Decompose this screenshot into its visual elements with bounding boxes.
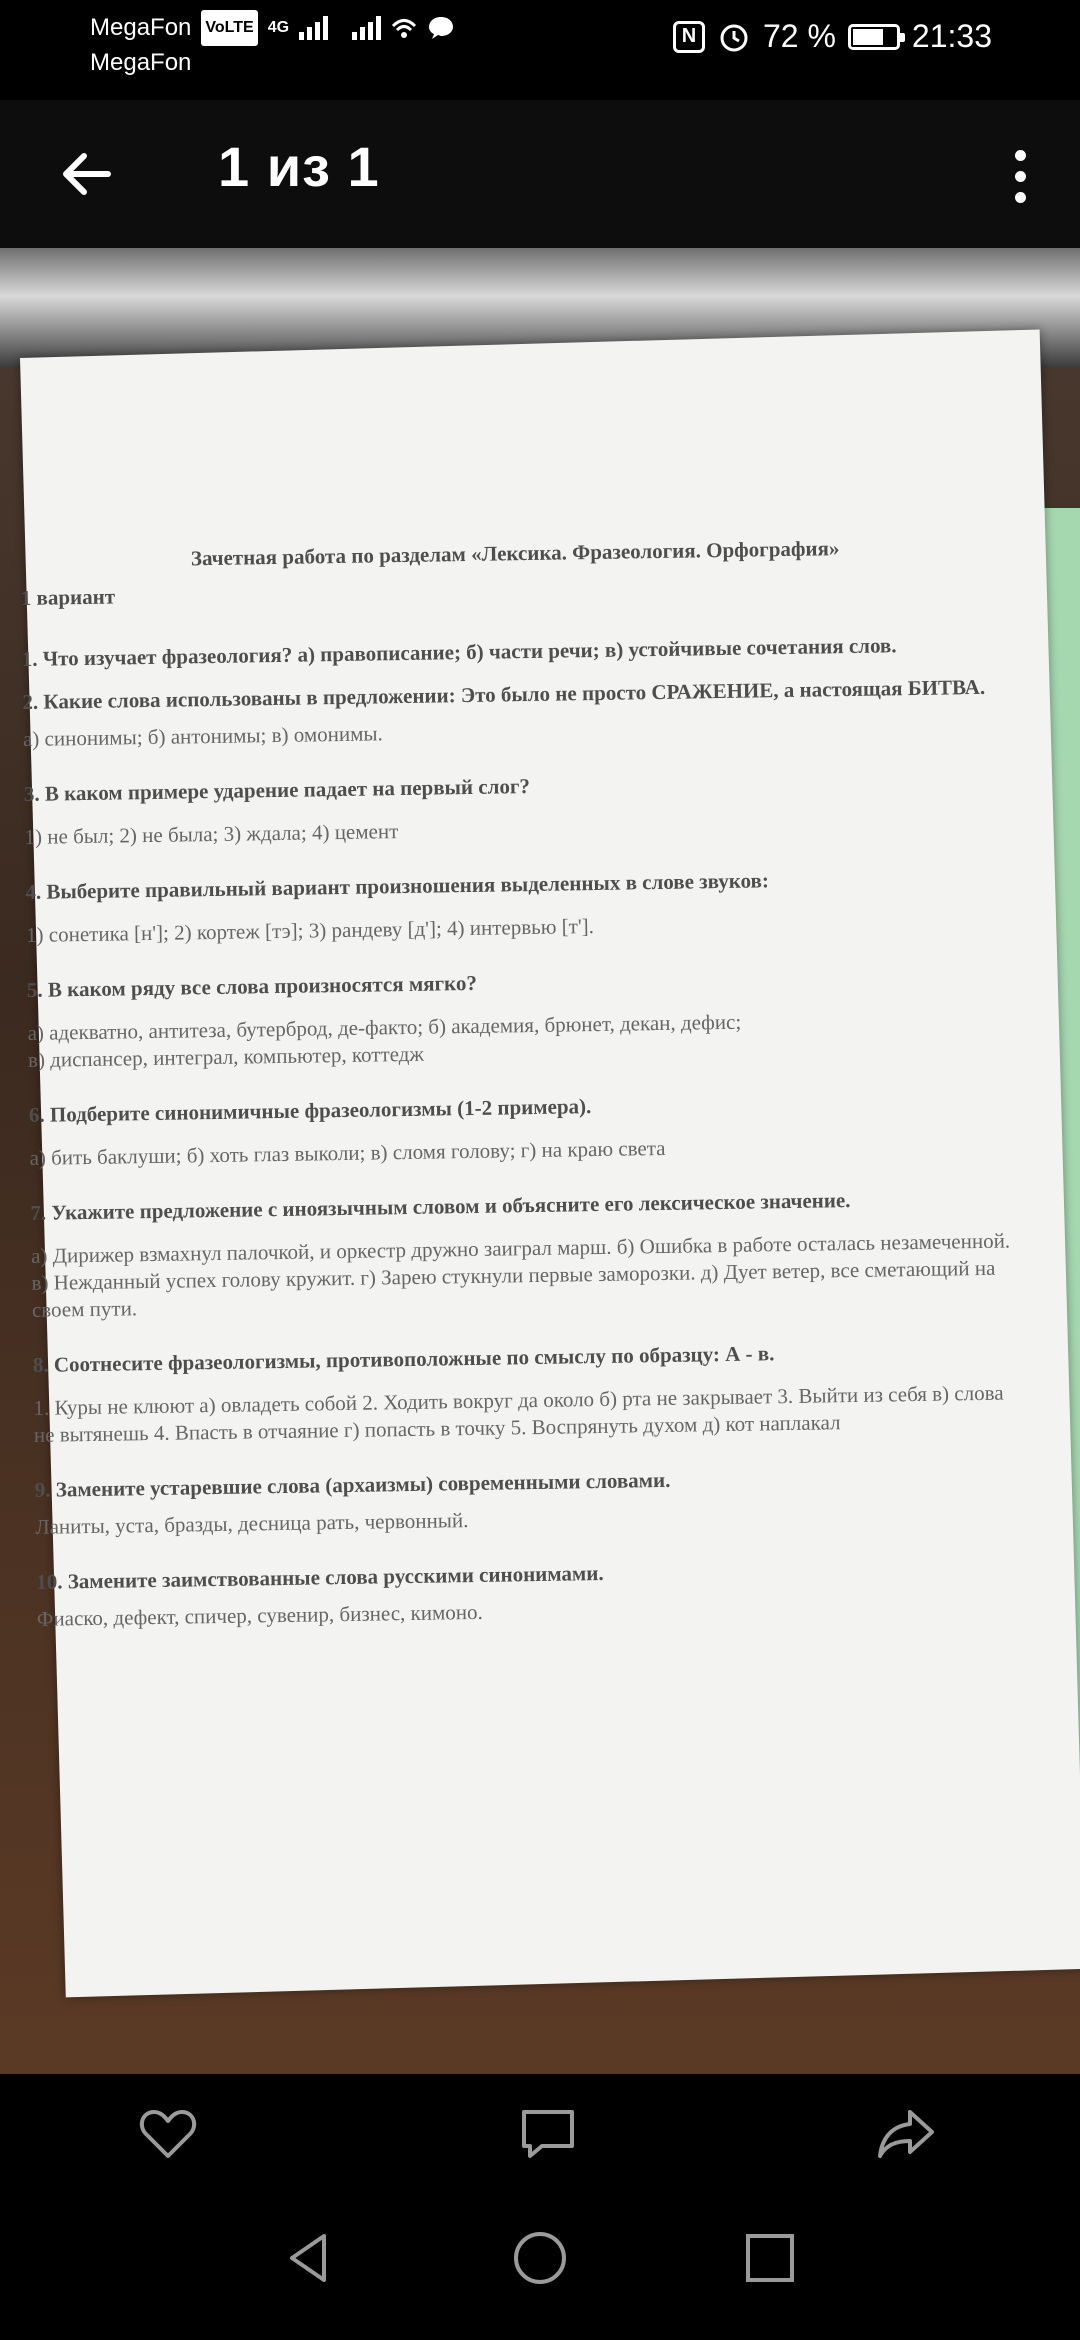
question-10-options: Фиаско, дефект, спичер, сувенир, бизнес, кимоно.	[36, 1599, 483, 1631]
share-icon[interactable]	[870, 2098, 942, 2170]
question-8: 8. Соотнесите фразеологизмы, противоположные по смыслу по образцу: А - в.	[32, 1341, 775, 1377]
question-2-options: а) синонимы; б) антонимы; в) омонимы.	[22, 721, 383, 751]
question-3: 3. В каком примере ударение падает на первый слог?	[23, 774, 531, 806]
signal-icon-2	[352, 16, 381, 40]
nav-back-icon[interactable]	[280, 2228, 340, 2288]
volte-badge: VoLTE	[201, 10, 257, 46]
question-6-options: а) бить баклуши; б) хоть глаз выколи; в) сломя голову; г) на краю света	[29, 1135, 666, 1170]
action-bar	[0, 2074, 1080, 2194]
question-8-options: 1. Куры не клюют а) овладеть собой 2. Ходить вокруг да около б) рта не закрывает 3. Выйти из себя в) слова не вытянешь 4. Впасть в отчаяние г) попасть в точку 5. Воспрянуть духом д) кот наплакал	[33, 1380, 1004, 1447]
image-counter: 1 из 1	[218, 135, 380, 198]
alarm-icon	[717, 20, 751, 54]
question-7-options: а) Дирижер взмахнул палочкой, и оркестр дружно заиграл марш. б) Ошибка в работе осталась незамеченной. в) Нежданный успех голову кружит. г) Зарею стукнули первые заморозки. д) Дует ветер, все сметающий на своем пути.	[30, 1228, 1011, 1322]
doc-variant: 1 вариант	[20, 584, 116, 610]
question-7: 7. Укажите предложение с иноязычным словом и объясните его лексическое значение.	[30, 1188, 851, 1225]
question-5-options-a: а) адекватно, антитеза, бутерброд, де-факто; б) академия, брюнет, декан, дефис;	[27, 1009, 742, 1045]
question-9: 9. Замените устаревшие слова (архаизмы) современными словами.	[34, 1467, 671, 1502]
question-9-options: Ланиты, уста, бразды, десница рать, червонный.	[35, 1508, 469, 1539]
question-10: 10. Замените заимствованные слова русскими синонимами.	[36, 1560, 604, 1594]
nfc-icon: N	[673, 21, 705, 53]
message-icon	[427, 15, 455, 41]
question-3-options: 1) не был; 2) не была; 3) ждала; 4) цемент	[24, 819, 399, 849]
nav-recents-icon[interactable]	[740, 2228, 800, 2288]
heart-icon[interactable]	[132, 2098, 204, 2170]
question-4-options: 1) сонетика [н']; 2) кортеж [тэ]; 3) рандеву [д']; 4) интервью [т'].	[25, 914, 595, 947]
more-options-icon[interactable]	[1000, 140, 1040, 212]
status-right	[673, 18, 992, 55]
battery-percent: 72 %	[762, 18, 836, 54]
question-6: 6. Подберите синонимичные фразеологизмы (1-2 примера).	[28, 1094, 592, 1127]
question-5: 5. В каком ряду все слова произносятся мягко?	[26, 970, 478, 1002]
back-arrow-icon[interactable]	[50, 138, 122, 210]
carrier-info	[90, 10, 455, 80]
status-bar	[0, 0, 1080, 100]
network-type: 4G	[267, 19, 290, 36]
viewer-toolbar	[0, 100, 1080, 248]
question-2: 2. Какие слова использованы в предложении: Это было не просто СРАЖЕНИЕ, а настоящая БИТВА.	[22, 674, 986, 714]
battery-icon	[848, 24, 900, 50]
question-5-options-b: в) диспансер, интеграл, компьютер, коттедж	[27, 1041, 425, 1072]
doc-title: Зачетная работа по разделам «Лексика. Фразеология. Орфография»	[190, 536, 840, 571]
document-text	[20, 532, 1027, 1660]
carrier-name-2: MegaFon	[90, 49, 192, 76]
signal-icon	[299, 16, 328, 40]
photo-view[interactable]	[0, 248, 1080, 2074]
clock: 21:33	[911, 18, 992, 54]
question-4: 4. Выберите правильный вариант произношения выделенных в слове звуков:	[25, 868, 770, 904]
wifi-icon	[391, 16, 417, 40]
system-nav-bar	[0, 2194, 1080, 2340]
question-1: 1. Что изучает фразеология? а) правописание; б) части речи; в) устойчивые сочетания слов.	[21, 633, 897, 671]
nav-home-icon[interactable]	[510, 2228, 570, 2288]
comment-icon[interactable]	[512, 2098, 584, 2170]
carrier-name-1: MegaFon	[90, 14, 192, 41]
